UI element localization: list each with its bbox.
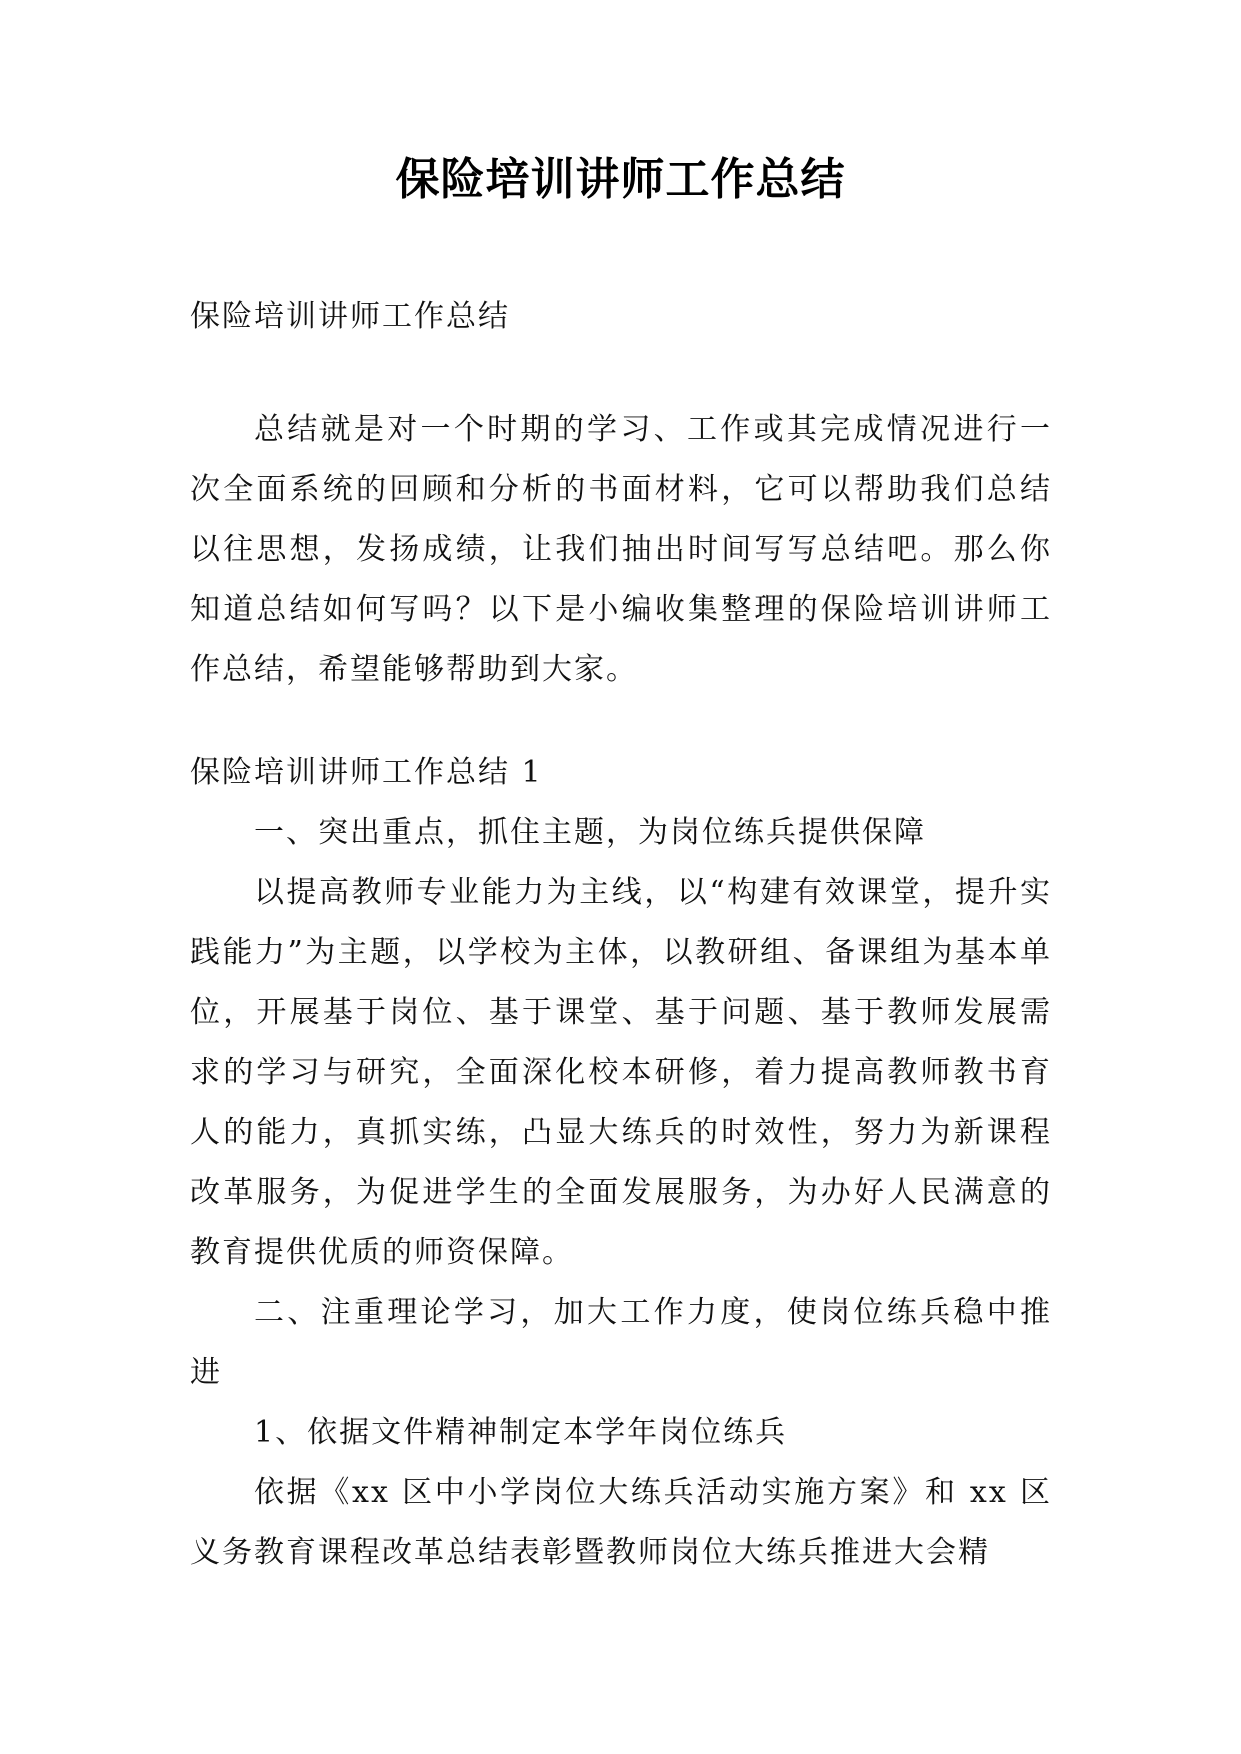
section-title: 保险培训讲师工作总结 1 [190,755,543,790]
intro-paragraph: 总结就是对一个时期的学习、工作或其完成情况进行一次全面系统的回顾和分析的书面材料，它可以帮助我们总结以往思想，发扬成绩，让我们抽出时间写写总结吧。那么你知道总结如何写吗？以下是小编收集整理的保险培训讲师工作总结，希望能够帮助到大家。 [190,412,1052,687]
section-content [190,803,1052,1583]
paragraph-1: 以提高教师专业能力为主线，以“构建有效课堂，提升实践能力”为主题，以学校为主体，以教研组、备课组为基本单位，开展基于岗位、基于课堂、基于问题、基于教师发展需求的学习与研究，全面深化校本研修，着力提高教师教书育人的能力，真抓实练，凸显大练兵的时效性，努力为新课程改革服务，为促进学生的全面发展服务，为办好人民满意的教育提供优质的师资保障。 [190,875,1052,1270]
heading-1: 一、突出重点，抓住主题，为岗位练兵提供保障 [254,815,926,850]
document-title: 保险培训讲师工作总结 [395,154,846,205]
paragraph-2: 依据《xx 区中小学岗位大练兵活动实施方案》和 xx 区义务教育课程改革总结表彰暨教师岗位大练兵推进大会精 [190,1475,1052,1570]
heading-3: 1、依据文件精神制定本学年岗位练兵 [254,1415,788,1450]
document-subtitle: 保险培训讲师工作总结 [190,299,510,334]
heading-2: 二、注重理论学习，加大工作力度，使岗位练兵稳中推进 [190,1295,1052,1390]
